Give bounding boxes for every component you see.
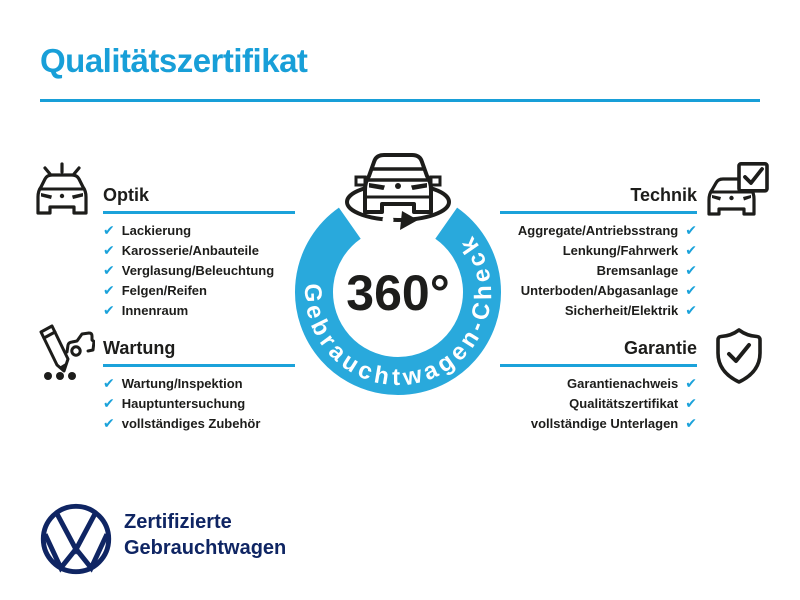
checklist-item-label: Innenraum [121, 303, 189, 318]
checklist-item [103, 396, 295, 411]
check-icon: ✔ [103, 375, 115, 391]
section-garantie-title: Garantie [623, 338, 697, 358]
checklist-item-label: Aggregate/Antriebsstrang [517, 223, 679, 238]
check-icon: ✔ [103, 282, 115, 298]
page-title: Qualitätszertifikat [40, 42, 308, 79]
section-optik-divider [103, 211, 295, 214]
checklist-item [103, 376, 295, 391]
optik-checklist [103, 223, 295, 318]
checklist-item-label: Sicherheit/Elektrik [564, 303, 679, 318]
checklist-item [103, 263, 295, 278]
badge-ring-text: Gebrauchtwagen-Check [298, 228, 498, 392]
checklist-item-label: Unterboden/Abgasanlage [520, 283, 679, 298]
check-icon: ✔ [685, 415, 697, 431]
checklist-item-label: Qualitätszertifikat [569, 396, 679, 411]
checklist-item [103, 223, 295, 238]
check-icon: ✔ [685, 282, 697, 298]
section-wartung [103, 337, 295, 436]
section-optik [103, 184, 295, 323]
car-front-shine-icon [32, 161, 92, 224]
check-icon: ✔ [103, 222, 115, 238]
check-icon: ✔ [685, 222, 697, 238]
section-wartung-title: Wartung [103, 338, 176, 358]
checklist-item-label: Verglasung/Beleuchtung [121, 263, 275, 278]
checklist-item-label: Lackierung [121, 223, 192, 238]
check-icon: ✔ [685, 395, 697, 411]
shield-check-icon [714, 327, 764, 390]
checklist-item-label: Karosserie/Anbauteile [121, 243, 260, 258]
check-icon: ✔ [103, 415, 115, 431]
checklist-item-label: Felgen/Reifen [121, 283, 207, 298]
check-icon: ✔ [685, 242, 697, 258]
check-icon: ✔ [103, 242, 115, 258]
check-icon: ✔ [103, 302, 115, 318]
check-icon: ✔ [103, 395, 115, 411]
check-icon: ✔ [685, 262, 697, 278]
section-wartung-divider [103, 364, 295, 367]
pencil-car-checklist-icon [31, 321, 95, 386]
footer-claim-line1: Zertifizierte [124, 511, 232, 533]
checklist-item-label: vollständige Unterlagen [530, 416, 679, 431]
checklist-item-label: Hauptuntersuchung [121, 396, 246, 411]
footer-claim-line2: Gebrauchtwagen [124, 537, 287, 559]
wartung-checklist [103, 376, 295, 431]
checklist-item [103, 283, 295, 298]
checklist-item [103, 303, 295, 318]
checklist-item-label: Bremsanlage [596, 263, 679, 278]
car-checkbox-icon [706, 162, 770, 225]
section-technik-title: Technik [630, 185, 697, 205]
footer-claim [124, 509, 286, 561]
check-icon: ✔ [685, 375, 697, 391]
badge-degree-text: 360° [346, 265, 450, 321]
vw-logo [38, 501, 114, 582]
title-divider [40, 99, 760, 102]
section-optik-title: Optik [103, 185, 150, 205]
checklist-item-label: Garantienachweis [566, 376, 679, 391]
checklist-item [103, 243, 295, 258]
check-icon: ✔ [685, 302, 697, 318]
checklist-item [500, 416, 697, 431]
badge-360-check [268, 140, 532, 406]
checklist-item-label: Wartung/Inspektion [121, 376, 243, 391]
checklist-item-label: vollständiges Zubehör [121, 416, 261, 431]
car-rotate-360-icon [347, 155, 449, 230]
checklist-item [103, 416, 295, 431]
checklist-item-label: Lenkung/Fahrwerk [562, 243, 679, 258]
check-icon: ✔ [103, 262, 115, 278]
